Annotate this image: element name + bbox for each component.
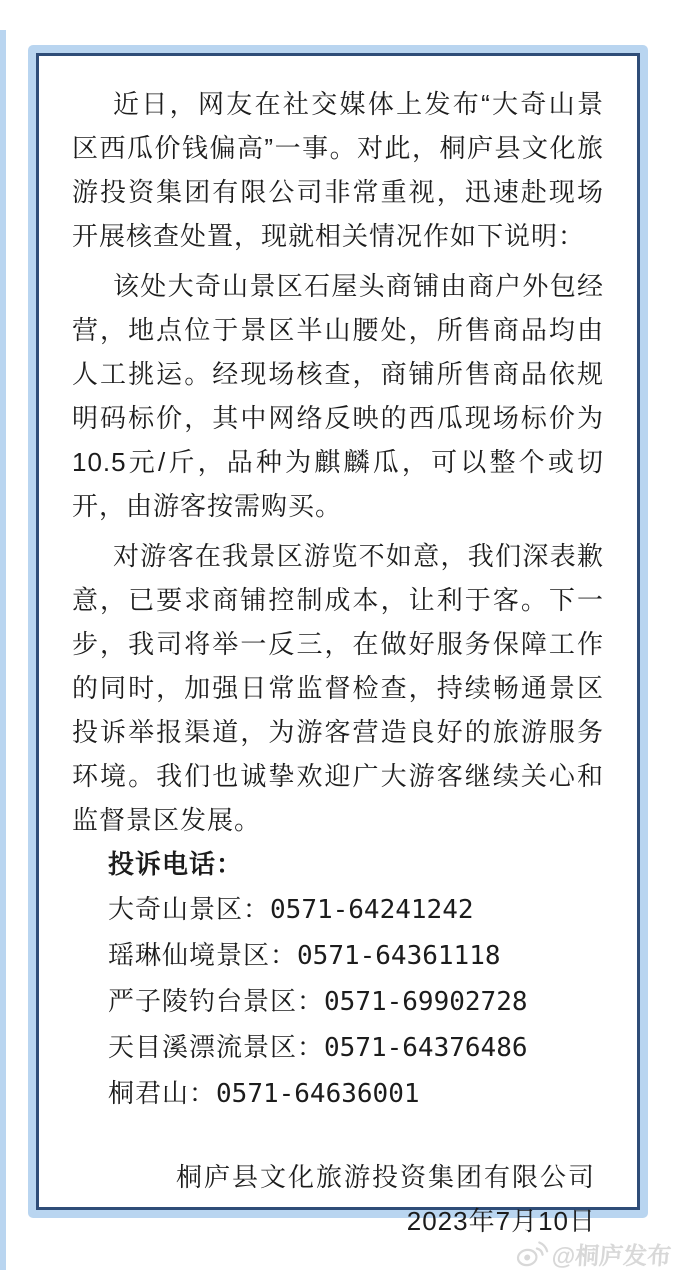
statement-card: [36, 53, 640, 1236]
signature-date: 2023年7月10日: [406, 1206, 596, 1236]
hotline-item-label: 大奇山景区：: [108, 894, 271, 924]
hotline-item-daqishan: [72, 887, 604, 933]
hotline-item-tianmuxi: [72, 1025, 604, 1071]
paragraph-intro: 近日，网友在社交媒体上发布“大奇山景区西瓜价钱偏高”一事。对此，桐庐县文化旅游投资集团有限公司非常重视，迅速赴现场开展核查处置，现就相关情况作如下说明：: [72, 89, 604, 251]
watermark-handle: @桐庐发布: [550, 1243, 672, 1270]
hotline-item-yaolin: [72, 933, 604, 979]
hotline-item-number: 0571-64241242: [270, 895, 474, 925]
blue-frame-panel: [28, 45, 648, 1236]
paragraph-findings: 该处大奇山景区石屋头商铺由商户外包经营，地点位于景区半山腰处，所售商品均由人工挑运。经现场核查，商铺所售商品依规明码标价，其中网络反映的西瓜现场标价为10.5元/斤，品种为麒麟瓜，可以整个或切开，由游客按需购买。: [72, 271, 604, 521]
hotline-item-number: 0571-64376486: [324, 1033, 528, 1063]
signature-block: [72, 1155, 604, 1243]
hotline-item-yanziling: [72, 979, 604, 1025]
hotline-item-tongjunshan: [72, 1071, 604, 1117]
hotline-item-label: 桐君山：: [108, 1078, 217, 1108]
hotline-item-label: 瑶琳仙境景区：: [108, 940, 298, 970]
hotline-item-label: 严子陵钓台景区：: [108, 986, 325, 1016]
hotline-item-number: 0571-64361118: [297, 941, 501, 971]
weibo-watermark: [514, 1236, 672, 1271]
hotline-item-number: 0571-69902728: [324, 987, 528, 1017]
signature-company: 桐庐县文化旅游投资集团有限公司: [175, 1162, 596, 1192]
left-edge-strip: [0, 30, 6, 1270]
hotline-heading: 投诉电话：: [108, 849, 244, 879]
hotline-item-label: 天目溪漂流景区：: [108, 1032, 325, 1062]
weibo-icon: [515, 1240, 549, 1267]
hotline-item-number: 0571-64636001: [216, 1079, 420, 1109]
paragraph-apology: 对游客在我景区游览不如意，我们深表歉意，已要求商铺控制成本，让利于客。下一步，我司将举一反三，在做好服务保障工作的同时，加强日常监督检查，持续畅通景区投诉举报渠道，为游客营造良好的旅游服务环境。我们也诚挚欢迎广大游客继续关心和监督景区发展。: [72, 541, 604, 835]
hotline-section: [72, 842, 604, 1117]
